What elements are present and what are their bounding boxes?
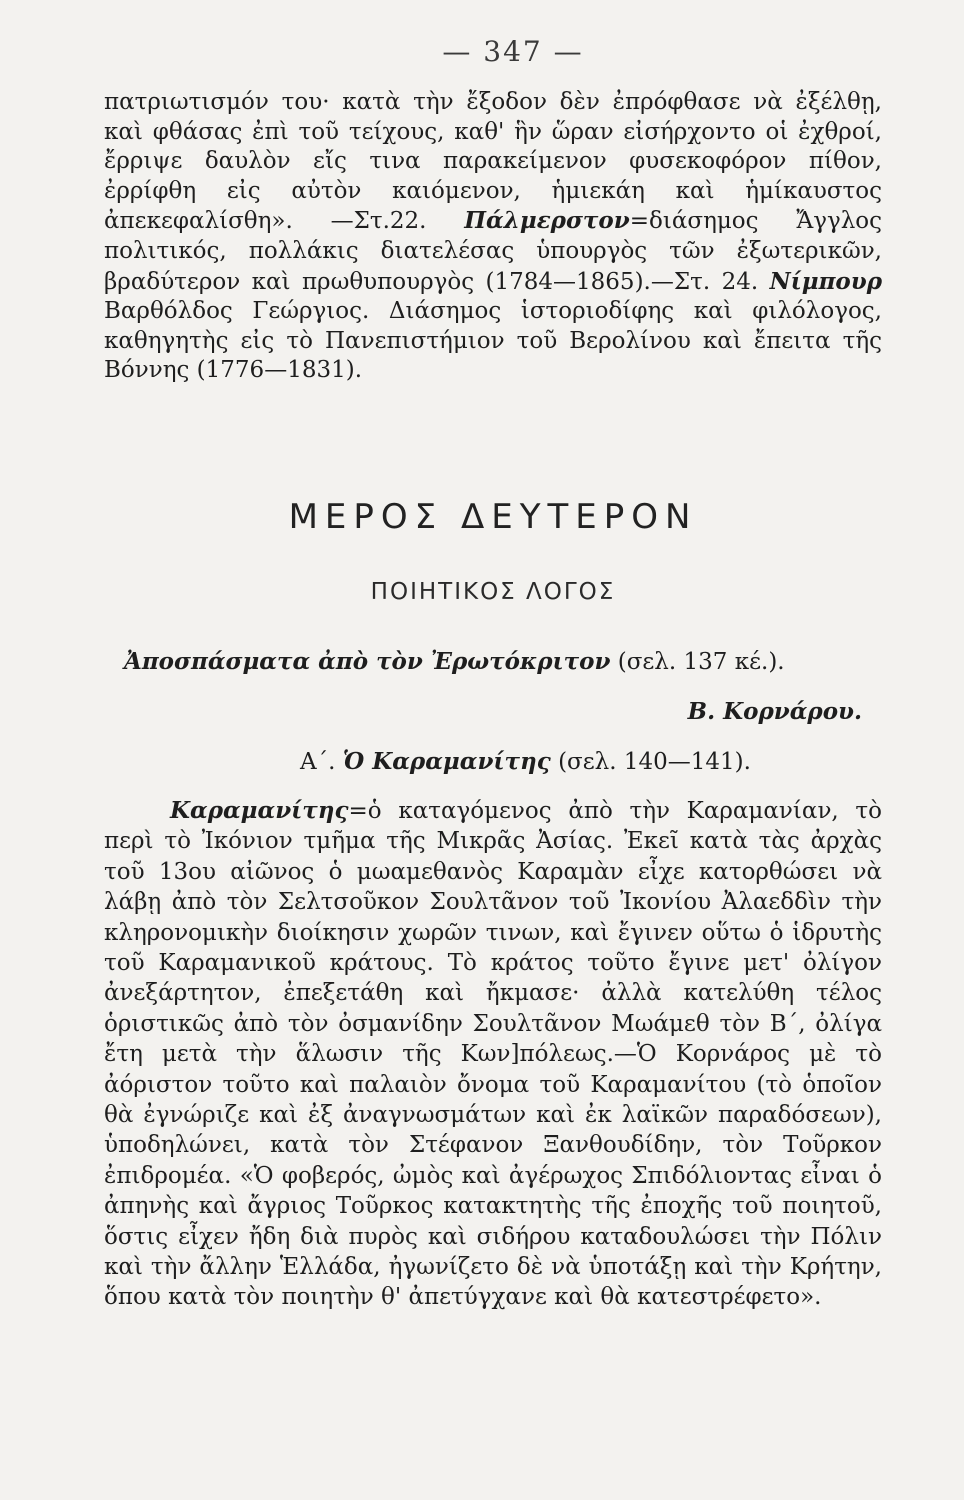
intro-paragraph: [104, 88, 882, 386]
section-title: ΠΟΙΗΤΙΚΟΣ ΛΟΓΟΣ: [370, 578, 616, 605]
excerpt-ref: (σελ. 137 κέ.).: [617, 648, 785, 675]
part-title: ΜΕΡΟΣ ΔΕΥΤΕΡΟΝ: [288, 496, 698, 537]
author: Β. Κορνάρου.: [687, 697, 862, 725]
subsection-title: Ὁ Καραμανίτης: [342, 747, 551, 775]
palmerston-term: Πάλμερστον: [464, 207, 630, 235]
subsection-letter: Α΄.: [300, 748, 336, 775]
subsection-ref: (σελ. 140—141).: [558, 748, 751, 775]
intro-text-3: Βαρθόλδος Γεώργιος. Διάσημος ἱστοριοδίφης καὶ φιλόλογος, καθηγητὴς εἰς τὸ Πανεπιστήμιον τοῦ Βερολίνου καὶ ἔπειτα τῆς Βόννης (1776—1831).: [104, 298, 882, 384]
niebuhr-term: Νίμπουρ: [769, 267, 883, 295]
excerpt-title: Ἀποσπάσματα ἀπὸ τὸν Ἐρωτόκριτον: [124, 647, 611, 675]
intro-text-2: =διάσημος Ἄγγλος πολιτικός, πολλάκις διατελέσας ὑπουργὸς τῶν ἐξωτερικῶν, βραδύτερον καὶ πρωθυπουργὸς (1784—1865).—Στ. 24.: [104, 208, 883, 295]
subsection-heading: [104, 742, 882, 782]
page: [104, 28, 882, 1336]
page-number: — 347 —: [442, 35, 584, 68]
karamanitis-term: Καραμανίτης: [170, 796, 349, 824]
karamanitis-paragraph: [104, 796, 882, 1313]
intro-text-1: πατριωτισμόν του· κατὰ τὴν ἔξοδον δὲν ἐπρόφθασε νὰ ἐξέλθῃ, καὶ φθάσας ἐπὶ τοῦ τείχους, καθ' ἣν ὥραν εἰσήρχοντο οἱ ἐχθροί, ἔρριψε δαυλὸν εἴς τινα παρακείμενον φυσεκοφόρον πίθον, ἐρρίφθη εἰς αὐτὸν καιόμενον, ἡμιεκάη καὶ ἡμίκαυστος ἀπεκεφαλίσθη». —Στ.22.: [104, 89, 882, 235]
excerpt-heading: [104, 642, 882, 682]
karamanitis-text: =ὁ καταγόμενος ἀπὸ τὴν Καραμανίαν, τὸ περὶ τὸ Ἰκόνιον τμῆμα τῆς Μικρᾶς Ἀσίας. Ἐκεῖ κατὰ τὰς ἀρχὰς τοῦ 13ου αἰῶνος ὁ μωαμεθανὸς Καραμὰν εἶχε κατορθώσει νὰ λάβῃ ἀπὸ τὸν Σελτσοῦκον Σουλτᾶνον τοῦ Ἰκονίου Ἀλαεδδὶν τὴν κληρονομικὴν διοίκησιν χωρῶν τινων, καὶ ἔγινεν οὕτω ὁ ἱδρυτὴς τοῦ Καραμανικοῦ κράτους. Τὸ κράτος τοῦτο ἔγινε μετ' ὀλίγον ἀνεξάρτητον, ἐπεξετάθη καὶ ἤκμασε· ἀλλὰ κατελύθη τέλος ὁριστικῶς ἀπὸ τὸν ὀσμανίδην Σουλτᾶνον Μωάμεθ τὸν Β΄, ὀλίγα ἔτη μετὰ τὴν ἅλωσιν τῆς Κων]πόλεως.—Ὁ Κορνάρος μὲ τὸ ἀόριστον τοῦτο καὶ παλαιὸν ὄνομα τοῦ Καραμανίτου (τὸ ὁποῖον θὰ ἐγνώριζε καὶ ἐξ ἀναγνωσμάτων καὶ ἐκ λαϊκῶν παραδόσεων), ὑποδηλώνει, κατὰ τὸν Στέφανον Ξανθουδίδην, τὸν Τοῦρκον ἐπιδρομέα. «Ὁ φοβερός, ὠμὸς καὶ ἀγέρωχος Σπιδόλιοντας εἶναι ὁ ἀπηνὴς καὶ ἄγριος Τοῦρκος κατακτητὴς τῆς ἐποχῆς τοῦ ποιητοῦ, ὅστις εἶχεν ἤδη διὰ πυρὸς καὶ σιδήρου καταδουλώσει τὴν Πόλιν καὶ τὴν ἄλλην Ἑλλάδα, ἠγωνίζετο δὲ νὰ ὑποτάξῃ καὶ τὴν Κρήτην, ὅπου κατὰ τὸν ποιητὴν θ' ἀπετύγχανε καὶ θὰ κατεστρέφετο».: [104, 797, 882, 1311]
